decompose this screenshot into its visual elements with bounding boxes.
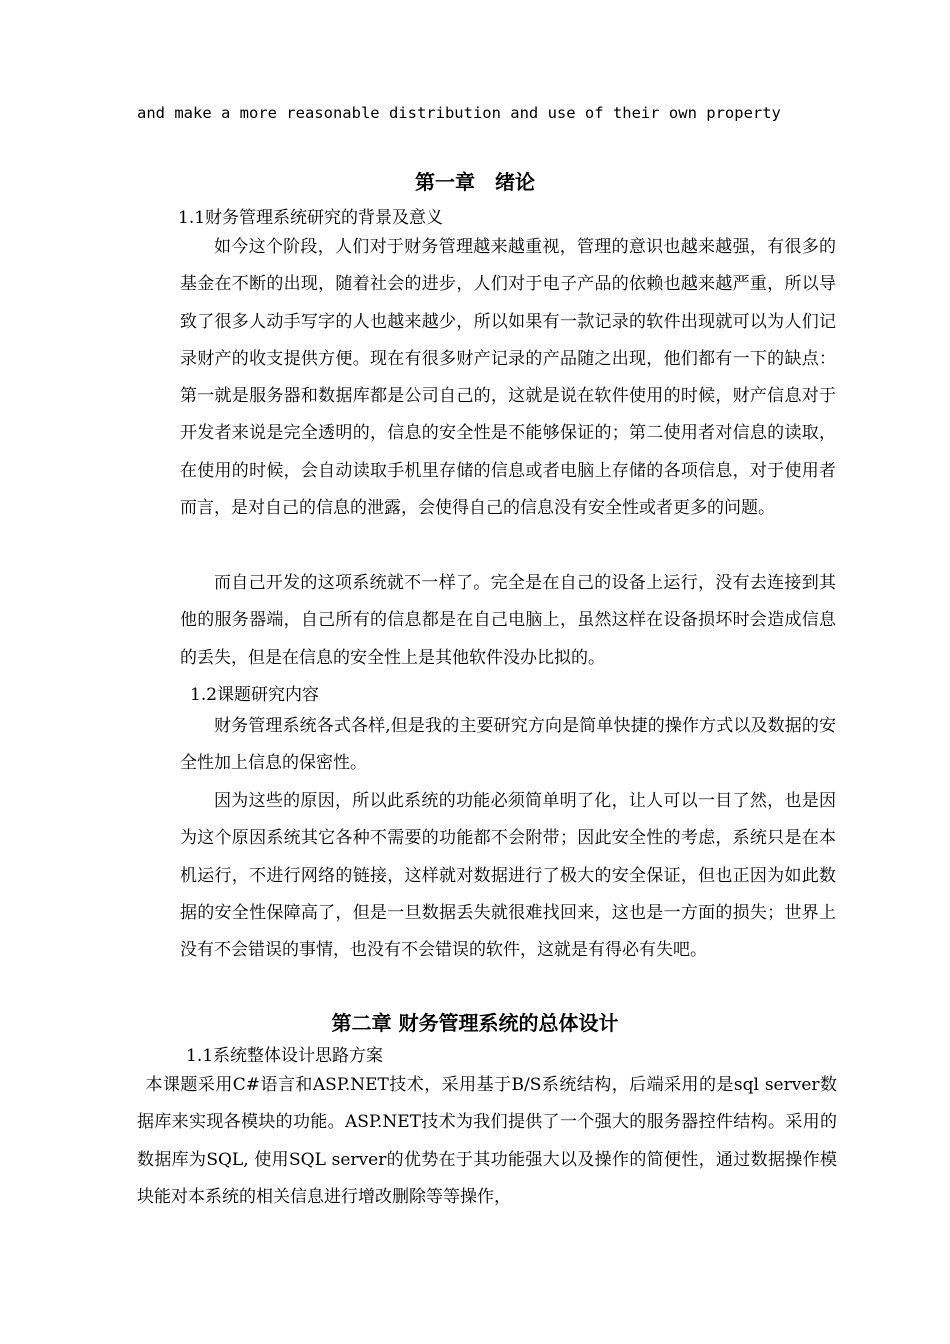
section-1-1-paragraph-2: 而自己开发的这项系统就不一样了。完全是在自己的设备上运行，没有去连接到其他的服务器端，自己所有的信息都是在自己电脑上，虽然这样在设备损坏时会造成信息的丢失，但是在信息的安全性上是其他软件没办比拟的。 xyxy=(180,573,836,668)
english-abstract-line: and make a more reasonable distribution and use of their own property xyxy=(137,104,781,122)
chapter1-title: 第一章 绪论 xyxy=(415,170,535,194)
chapter2-title: 第二章 财务管理系统的总体设计 xyxy=(331,1011,619,1035)
section-1-2-heading: 1.2课题研究内容 xyxy=(190,685,320,705)
section-1-2-paragraph-2: 因为这些的原因，所以此系统的功能必须简单明了化，让人可以一目了然，也是因为这个原因系统其它各种不需要的功能都不会附带；因此安全性的考虑，系统只是在本机运行，不进行网络的链接，这样就对数据进行了极大的安全保证，但也正因为如此数据的安全性保障高了，但是一旦数据丢失就很难找回来，这也是一方面的损失；世界上没有不会错误的事情，也没有不会错误的软件，这就是有得必有失吧。 xyxy=(180,791,836,961)
section-2-1-heading: 1.1系统整体设计思路方案 xyxy=(186,1046,384,1066)
section-2-1-paragraph: 本课题采用C#语言和ASP.NET技术，采用基于B/S系统结构，后端采用的是sql server数据库来实现各模块的功能。ASP.NET技术为我们提供了一个强大的服务器控件结构。采用的数据库为SQL, 使用SQL server的优势在于其功能强大以及操作的简便性，通过数据操作模块能对本系统的相关信息进行增改删除等等操作， xyxy=(137,1075,837,1207)
section-1-2-paragraph-1: 财务管理系统各式各样,但是我的主要研究方向是简单快捷的操作方式以及数据的安全性加上信息的保密性。 xyxy=(180,716,836,774)
section-1-1-heading: 1.1财务管理系统研究的背景及意义 xyxy=(178,208,444,228)
section-1-1-paragraph-1: 如今这个阶段，人们对于财务管理越来越重视，管理的意识也越来越强，有很多的基金在不断的出现，随着社会的进步，人们对于电子产品的依赖也越来越严重，所以导致了很多人动手写字的人也越来越少，所以如果有一款记录的软件出现就可以为人们记录财产的收支提供方便。现在有很多财产记录的产品随之出现，他们都有一下的缺点：第一就是服务器和数据库都是公司自己的，这就是说在软件使用的时候，财产信息对于开发者来说是完全透明的，信息的安全性是不能够保证的；第二使用者对信息的读取，在使用的时候，会自动读取手机里存储的信息或者电脑上存储的各项信息，对于使用者而言，是对自己的信息的泄露，会使得自己的信息没有安全性或者更多的问题。 xyxy=(180,237,836,519)
